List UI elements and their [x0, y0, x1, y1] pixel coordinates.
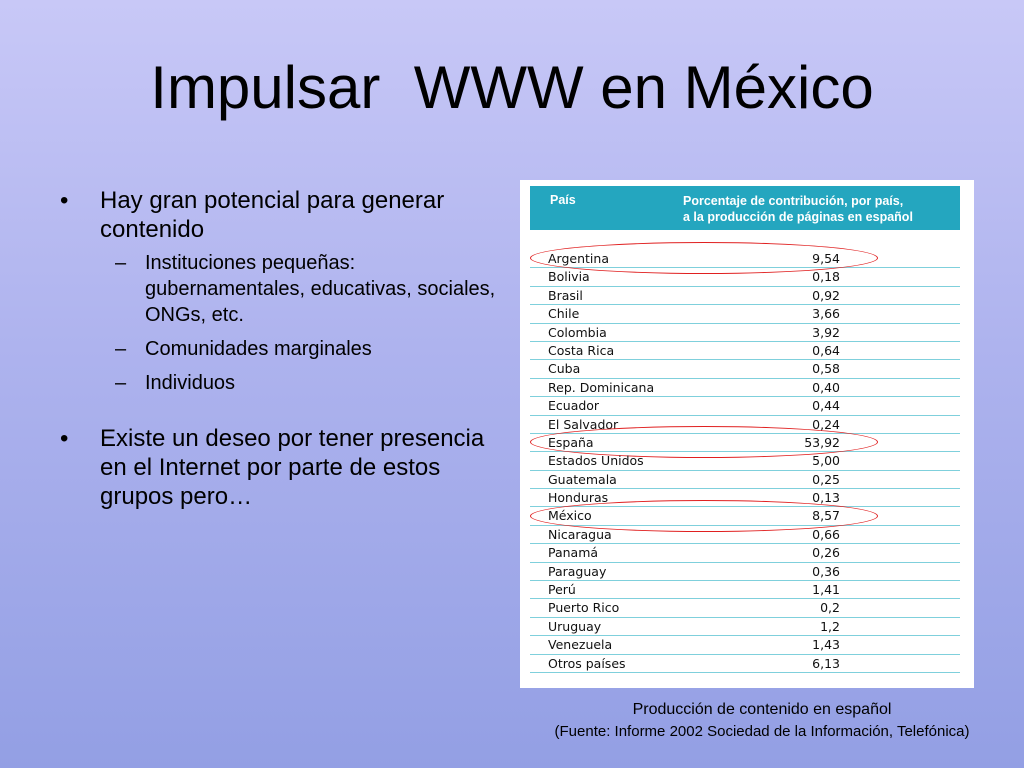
country-name: Cuba — [548, 361, 581, 377]
table-body — [530, 250, 960, 673]
table-row — [530, 324, 960, 342]
country-name: Venezuela — [548, 637, 613, 653]
bullet-item — [60, 186, 500, 396]
country-name: Bolivia — [548, 269, 590, 285]
column-header-country: País — [550, 193, 576, 207]
country-name: Guatemala — [548, 471, 617, 487]
table-row — [530, 581, 960, 599]
contribution-value: 53,92 — [804, 434, 840, 450]
bullet-item — [60, 424, 500, 511]
table-row — [530, 563, 960, 581]
contribution-value: 0,58 — [812, 361, 840, 377]
country-name: Colombia — [548, 324, 607, 340]
caption-source: (Fuente: Informe 2002 Sociedad de la Información, Telefónica) — [554, 723, 970, 740]
sub-bullet-item: – Comunidades marginales — [100, 336, 500, 362]
table-row — [530, 397, 960, 415]
table-row — [530, 287, 960, 305]
country-name: El Salvador — [548, 416, 619, 432]
table-row — [530, 342, 960, 360]
country-name: Uruguay — [548, 618, 602, 634]
sub-bullet-item: – Individuos — [100, 370, 500, 396]
country-name: Ecuador — [548, 398, 600, 414]
contribution-value: 1,41 — [812, 582, 840, 598]
contribution-value: 0,66 — [812, 526, 840, 542]
bullet-text: Hay gran potencial para generar contenido — [100, 187, 445, 243]
country-name: Otros países — [548, 655, 626, 671]
country-name: Panamá — [548, 545, 599, 561]
bullet-text: Existe un deseo por tener presencia en el Internet por parte de estos grupos pero… — [100, 425, 485, 510]
contribution-value: 0,25 — [812, 471, 840, 487]
slide-title: Impulsar WWW en México — [150, 54, 874, 121]
table-row — [530, 599, 960, 617]
table-row — [530, 379, 960, 397]
table-row — [530, 360, 960, 378]
table-row — [530, 250, 960, 268]
contribution-value: 8,57 — [812, 508, 840, 524]
sub-bullet-item: – Instituciones pequeñas: gubernamentales, educativas, sociales, ONGs, etc. — [100, 250, 500, 328]
country-name: Argentina — [548, 251, 609, 266]
contribution-value: 3,92 — [812, 324, 840, 340]
table-row — [530, 618, 960, 636]
table-row — [530, 544, 960, 562]
table-header — [530, 186, 960, 230]
contribution-value: 0,18 — [812, 269, 840, 285]
caption-title: Producción de contenido en español — [632, 701, 892, 718]
country-name: Estados Unidos — [548, 453, 644, 469]
contribution-value: 9,54 — [812, 251, 840, 266]
bullet-list — [60, 186, 500, 511]
table-row — [530, 471, 960, 489]
country-name: Perú — [548, 582, 576, 598]
country-name: México — [548, 508, 592, 524]
contribution-value: 1,2 — [820, 618, 840, 634]
contribution-value: 0,44 — [812, 398, 840, 414]
country-name: Nicaragua — [548, 526, 612, 542]
contribution-table — [520, 180, 974, 688]
table-row — [530, 636, 960, 654]
country-name: Chile — [548, 306, 580, 322]
contribution-value: 0,2 — [820, 600, 840, 616]
table-row — [530, 489, 960, 507]
country-name: Rep. Dominicana — [548, 379, 655, 395]
table-row — [530, 655, 960, 673]
country-name: España — [548, 434, 594, 450]
table-row — [530, 507, 960, 525]
column-header-percent-line1: Porcentaje de contribución, por país, — [683, 194, 904, 208]
country-name: Honduras — [548, 490, 609, 506]
table-row — [530, 416, 960, 434]
contribution-value: 0,40 — [812, 379, 840, 395]
table-row — [530, 452, 960, 470]
contribution-value: 0,24 — [812, 416, 840, 432]
table-row — [530, 526, 960, 544]
column-header-percent-line2: a la producción de páginas en español — [683, 210, 913, 224]
contribution-value: 5,00 — [812, 453, 840, 469]
table-row — [530, 268, 960, 286]
table-row — [530, 434, 960, 452]
country-name: Costa Rica — [548, 342, 615, 358]
column-header-percent — [683, 193, 955, 225]
contribution-value: 0,92 — [812, 287, 840, 303]
contribution-value: 0,64 — [812, 342, 840, 358]
sub-bullet-list — [100, 250, 500, 396]
figure-caption — [512, 699, 1012, 743]
contribution-value: 0,26 — [812, 545, 840, 561]
contribution-value: 0,13 — [812, 490, 840, 506]
contribution-value: 6,13 — [812, 655, 840, 671]
contribution-value: 1,43 — [812, 637, 840, 653]
country-name: Brasil — [548, 287, 583, 303]
country-name: Paraguay — [548, 563, 607, 579]
contribution-value: 0,36 — [812, 563, 840, 579]
table-row — [530, 305, 960, 323]
country-name: Puerto Rico — [548, 600, 620, 616]
contribution-value: 3,66 — [812, 306, 840, 322]
